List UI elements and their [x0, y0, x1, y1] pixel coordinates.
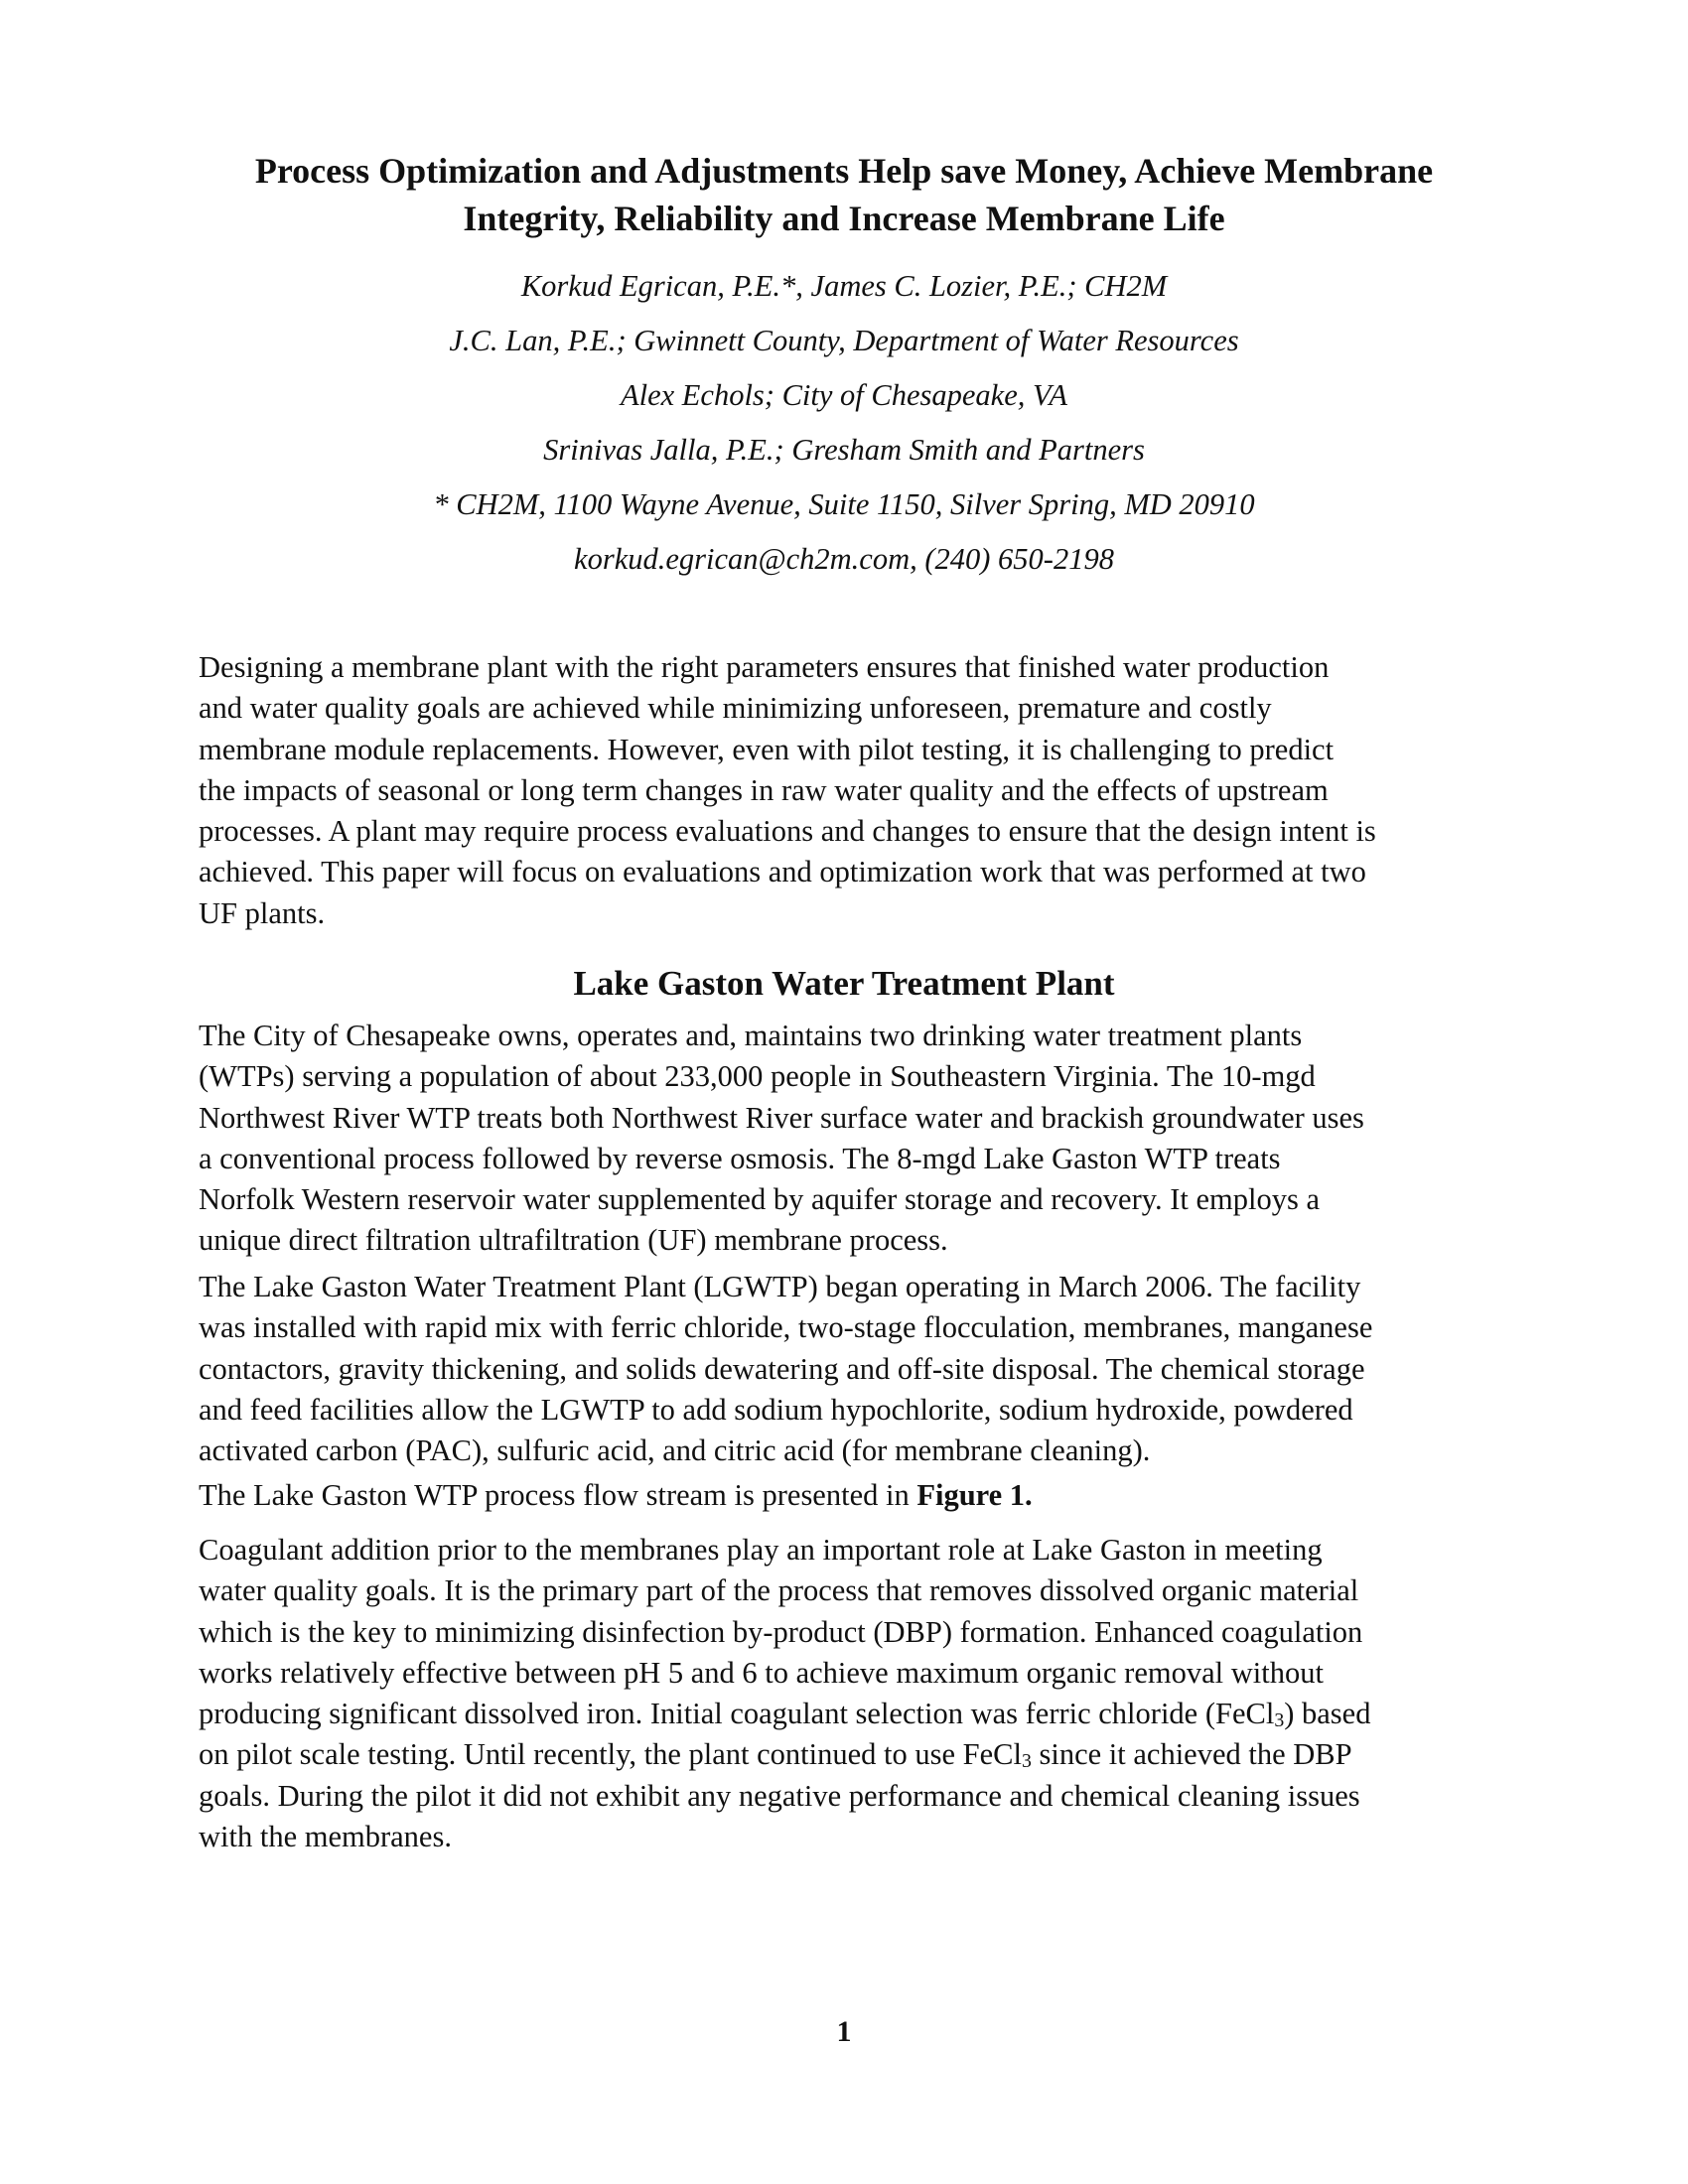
text-line: a conventional process followed by reverse osmosis. The 8-mgd Lake Gaston WTP treats	[199, 1141, 1281, 1175]
text-line	[199, 1734, 1499, 1775]
section-heading: Lake Gaston Water Treatment Plant	[573, 964, 1115, 1003]
author-contact: korkud.egrican@ch2m.com, (240) 650-2198	[574, 542, 1114, 576]
author-line: Korkud Egrican, P.E.*, James C. Lozier, P.E.; CH2M	[520, 269, 1168, 303]
paragraph-chesapeake	[199, 1016, 1499, 1262]
text-line: with the membranes.	[199, 1820, 452, 1854]
text-line: Designing a membrane plant with the right parameters ensures that finished water production	[199, 650, 1330, 684]
text-line: (WTPs) serving a population of about 233,000 people in Southeastern Virginia. The 10-mgd	[199, 1059, 1316, 1094]
author-address: * CH2M, 1100 Wayne Avenue, Suite 1150, Silver Spring, MD 20910	[433, 487, 1255, 521]
author-line: Alex Echols; City of Chesapeake, VA	[620, 378, 1067, 412]
title-line: Process Optimization and Adjustments Help save Money, Achieve Membrane	[254, 151, 1434, 191]
text-line: and water quality goals are achieved while minimizing unforeseen, premature and costly	[199, 691, 1272, 726]
text-line: membrane module replacements. However, even with pilot testing, it is challenging to predict	[199, 732, 1335, 766]
text-span: producing significant dissolved iron. Initial coagulant selection was ferric chloride (FeCl	[199, 1697, 1275, 1731]
paragraph-figure-reference	[199, 1475, 1499, 1516]
subscript: 3	[1274, 1709, 1285, 1732]
text-line: Northwest River WTP treats both Northwest River surface water and brackish groundwater uses	[199, 1100, 1364, 1135]
text-line: the impacts of seasonal or long term changes in raw water quality and the effects of upstream	[199, 772, 1329, 807]
text-line: UF plants.	[199, 895, 326, 930]
figure-reference: Figure 1.	[916, 1478, 1033, 1512]
text-line: and feed facilities allow the LGWTP to add sodium hypochlorite, sodium hydroxide, powdered	[199, 1392, 1353, 1427]
text-line: The Lake Gaston Water Treatment Plant (LGWTP) began operating in March 2006. The facility	[199, 1270, 1361, 1303]
text-line	[199, 1694, 1499, 1734]
text-span: ) based	[1284, 1697, 1371, 1731]
text-line: contactors, gravity thickening, and solids dewatering and off-site disposal. The chemical storage	[199, 1351, 1365, 1386]
author-line: Srinivas Jalla, P.E.; Gresham Smith and Partners	[543, 433, 1145, 467]
paragraph-lgwtp	[199, 1267, 1499, 1471]
text-line: The City of Chesapeake owns, operates and, maintains two drinking water treatment plants	[199, 1019, 1303, 1052]
paragraph-coagulant	[199, 1530, 1499, 1857]
page-number: 1	[836, 2015, 852, 2048]
text-line	[199, 1475, 1499, 1516]
text-line: was installed with rapid mix with ferric chloride, two-stage flocculation, membranes, manganese	[199, 1310, 1373, 1345]
text-span: The Lake Gaston WTP process flow stream is presented in	[199, 1478, 917, 1512]
subscript: 3	[1021, 1750, 1032, 1773]
text-line: Coagulant addition prior to the membranes play an important role at Lake Gaston in meeting	[199, 1533, 1323, 1567]
intro-paragraph	[199, 647, 1499, 934]
text-line: activated carbon (PAC), sulfuric acid, and citric acid (for membrane cleaning).	[199, 1433, 1151, 1468]
text-line: Norfolk Western reservoir water supplemented by aquifer storage and recovery. It employs a	[199, 1182, 1321, 1217]
author-line: J.C. Lan, P.E.; Gwinnett County, Department of Water Resources	[449, 324, 1239, 357]
title-line: Integrity, Reliability and Increase Membrane Life	[463, 199, 1225, 238]
text-line: unique direct filtration ultrafiltration (UF) membrane process.	[199, 1223, 948, 1258]
text-line: works relatively effective between pH 5 and 6 to achieve maximum organic removal without	[199, 1655, 1324, 1690]
text-line: processes. A plant may require process evaluations and changes to ensure that the design intent is	[199, 814, 1376, 849]
text-line: goals. During the pilot it did not exhibit any negative performance and chemical cleaning issues	[199, 1778, 1360, 1813]
text-span: on pilot scale testing. Until recently, the plant continued to use FeCl	[199, 1737, 1022, 1772]
text-line: water quality goals. It is the primary part of the process that removes dissolved organic material	[199, 1573, 1359, 1608]
text-line: achieved. This paper will focus on evaluations and optimization work that was performed at two	[199, 855, 1366, 889]
text-span: since it achieved the DBP	[1031, 1737, 1352, 1772]
author-block	[0, 266, 1688, 594]
text-line: which is the key to minimizing disinfection by-product (DBP) formation. Enhanced coagulation	[199, 1614, 1363, 1649]
paper-title	[0, 147, 1688, 242]
